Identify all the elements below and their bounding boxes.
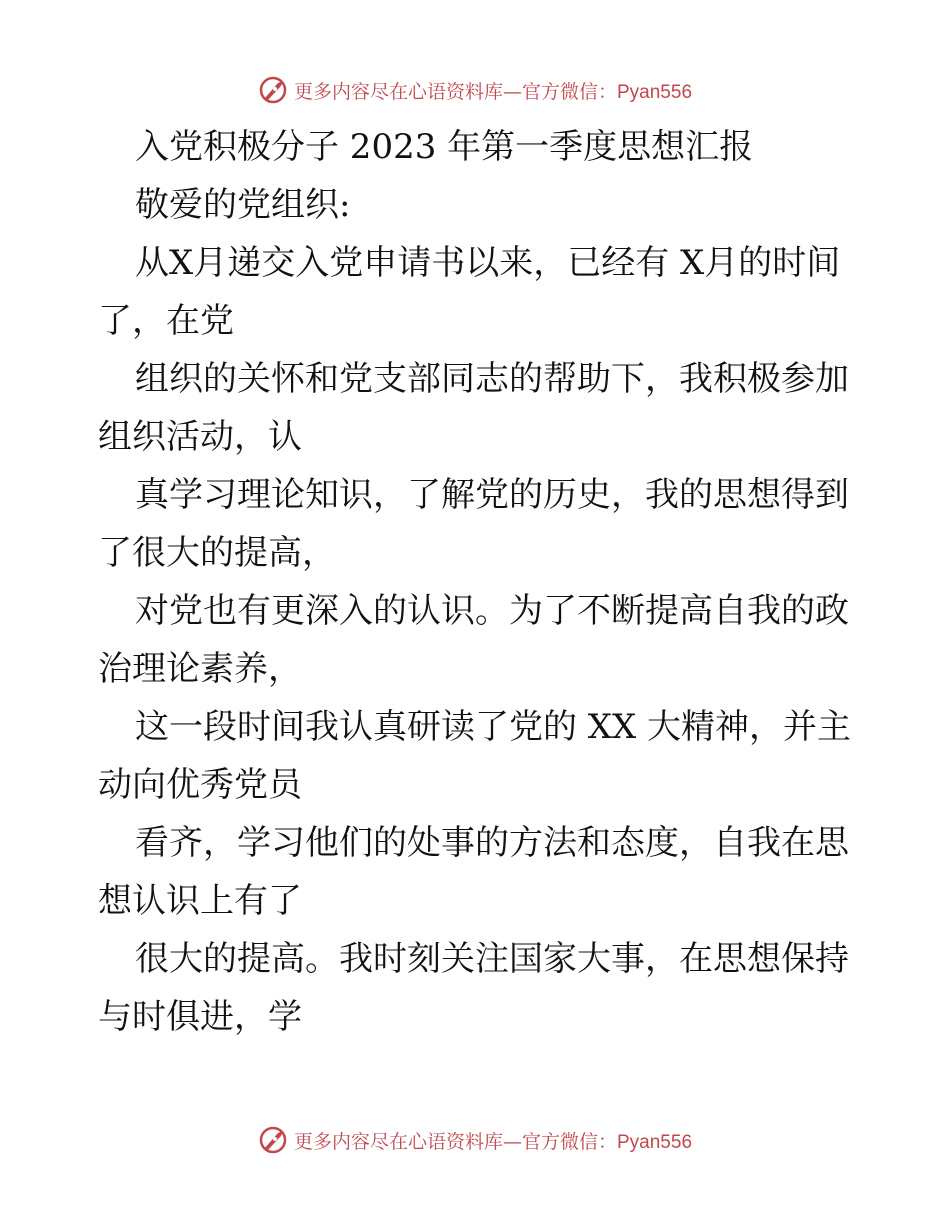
salutation: 敬爱的党组织: [135,185,351,225]
pen-nib-circle-icon [258,75,288,105]
paragraph-line: 治理论素养， [98,649,302,689]
paragraph-line: 与时俱进，学 [98,997,302,1037]
header-banner [0,70,950,110]
paragraph-line: 了很大的提高， [98,533,336,573]
paragraph-line: 组织活动，认 [98,417,302,457]
paragraph-line: 了，在党 [98,301,234,341]
paragraph-line: 动向优秀党员 [98,765,302,805]
paragraph-line: 从X月递交入党申请书以来，已经有 X月的时间 [135,243,841,283]
banner-prefix: 更多内容尽在心语资料库—官方微信： [293,80,617,103]
document-title: 入党积极分子 2023 年第一季度思想汇报 [135,127,754,167]
paragraph-line: 对党也有更深入的认识。为了不断提高自我的政 [135,591,849,631]
banner-prefix: 更多内容尽在心语资料库—官方微信： [293,1130,617,1153]
banner-text [294,77,692,104]
document-body [98,118,858,1046]
paragraph-line: 真学习理论知识，了解党的历史，我的思想得到 [135,475,849,515]
footer-banner [0,1120,950,1160]
banner-account: Pyan556 [617,1131,693,1153]
paragraph-line: 很大的提高。我时刻关注国家大事，在思想保持 [135,939,849,979]
paragraph-line: 这一段时间我认真研读了党的 XX 大精神，并主 [135,707,852,747]
paragraph-line: 组织的关怀和党支部同志的帮助下，我积极参加 [135,359,849,399]
paragraph-line: 想认识上有了 [98,881,302,921]
paragraph-line: 看齐，学习他们的处事的方法和态度，自我在思 [135,823,849,863]
pen-nib-circle-icon [258,1125,288,1155]
banner-text [294,1127,692,1154]
banner-account: Pyan556 [617,81,693,103]
